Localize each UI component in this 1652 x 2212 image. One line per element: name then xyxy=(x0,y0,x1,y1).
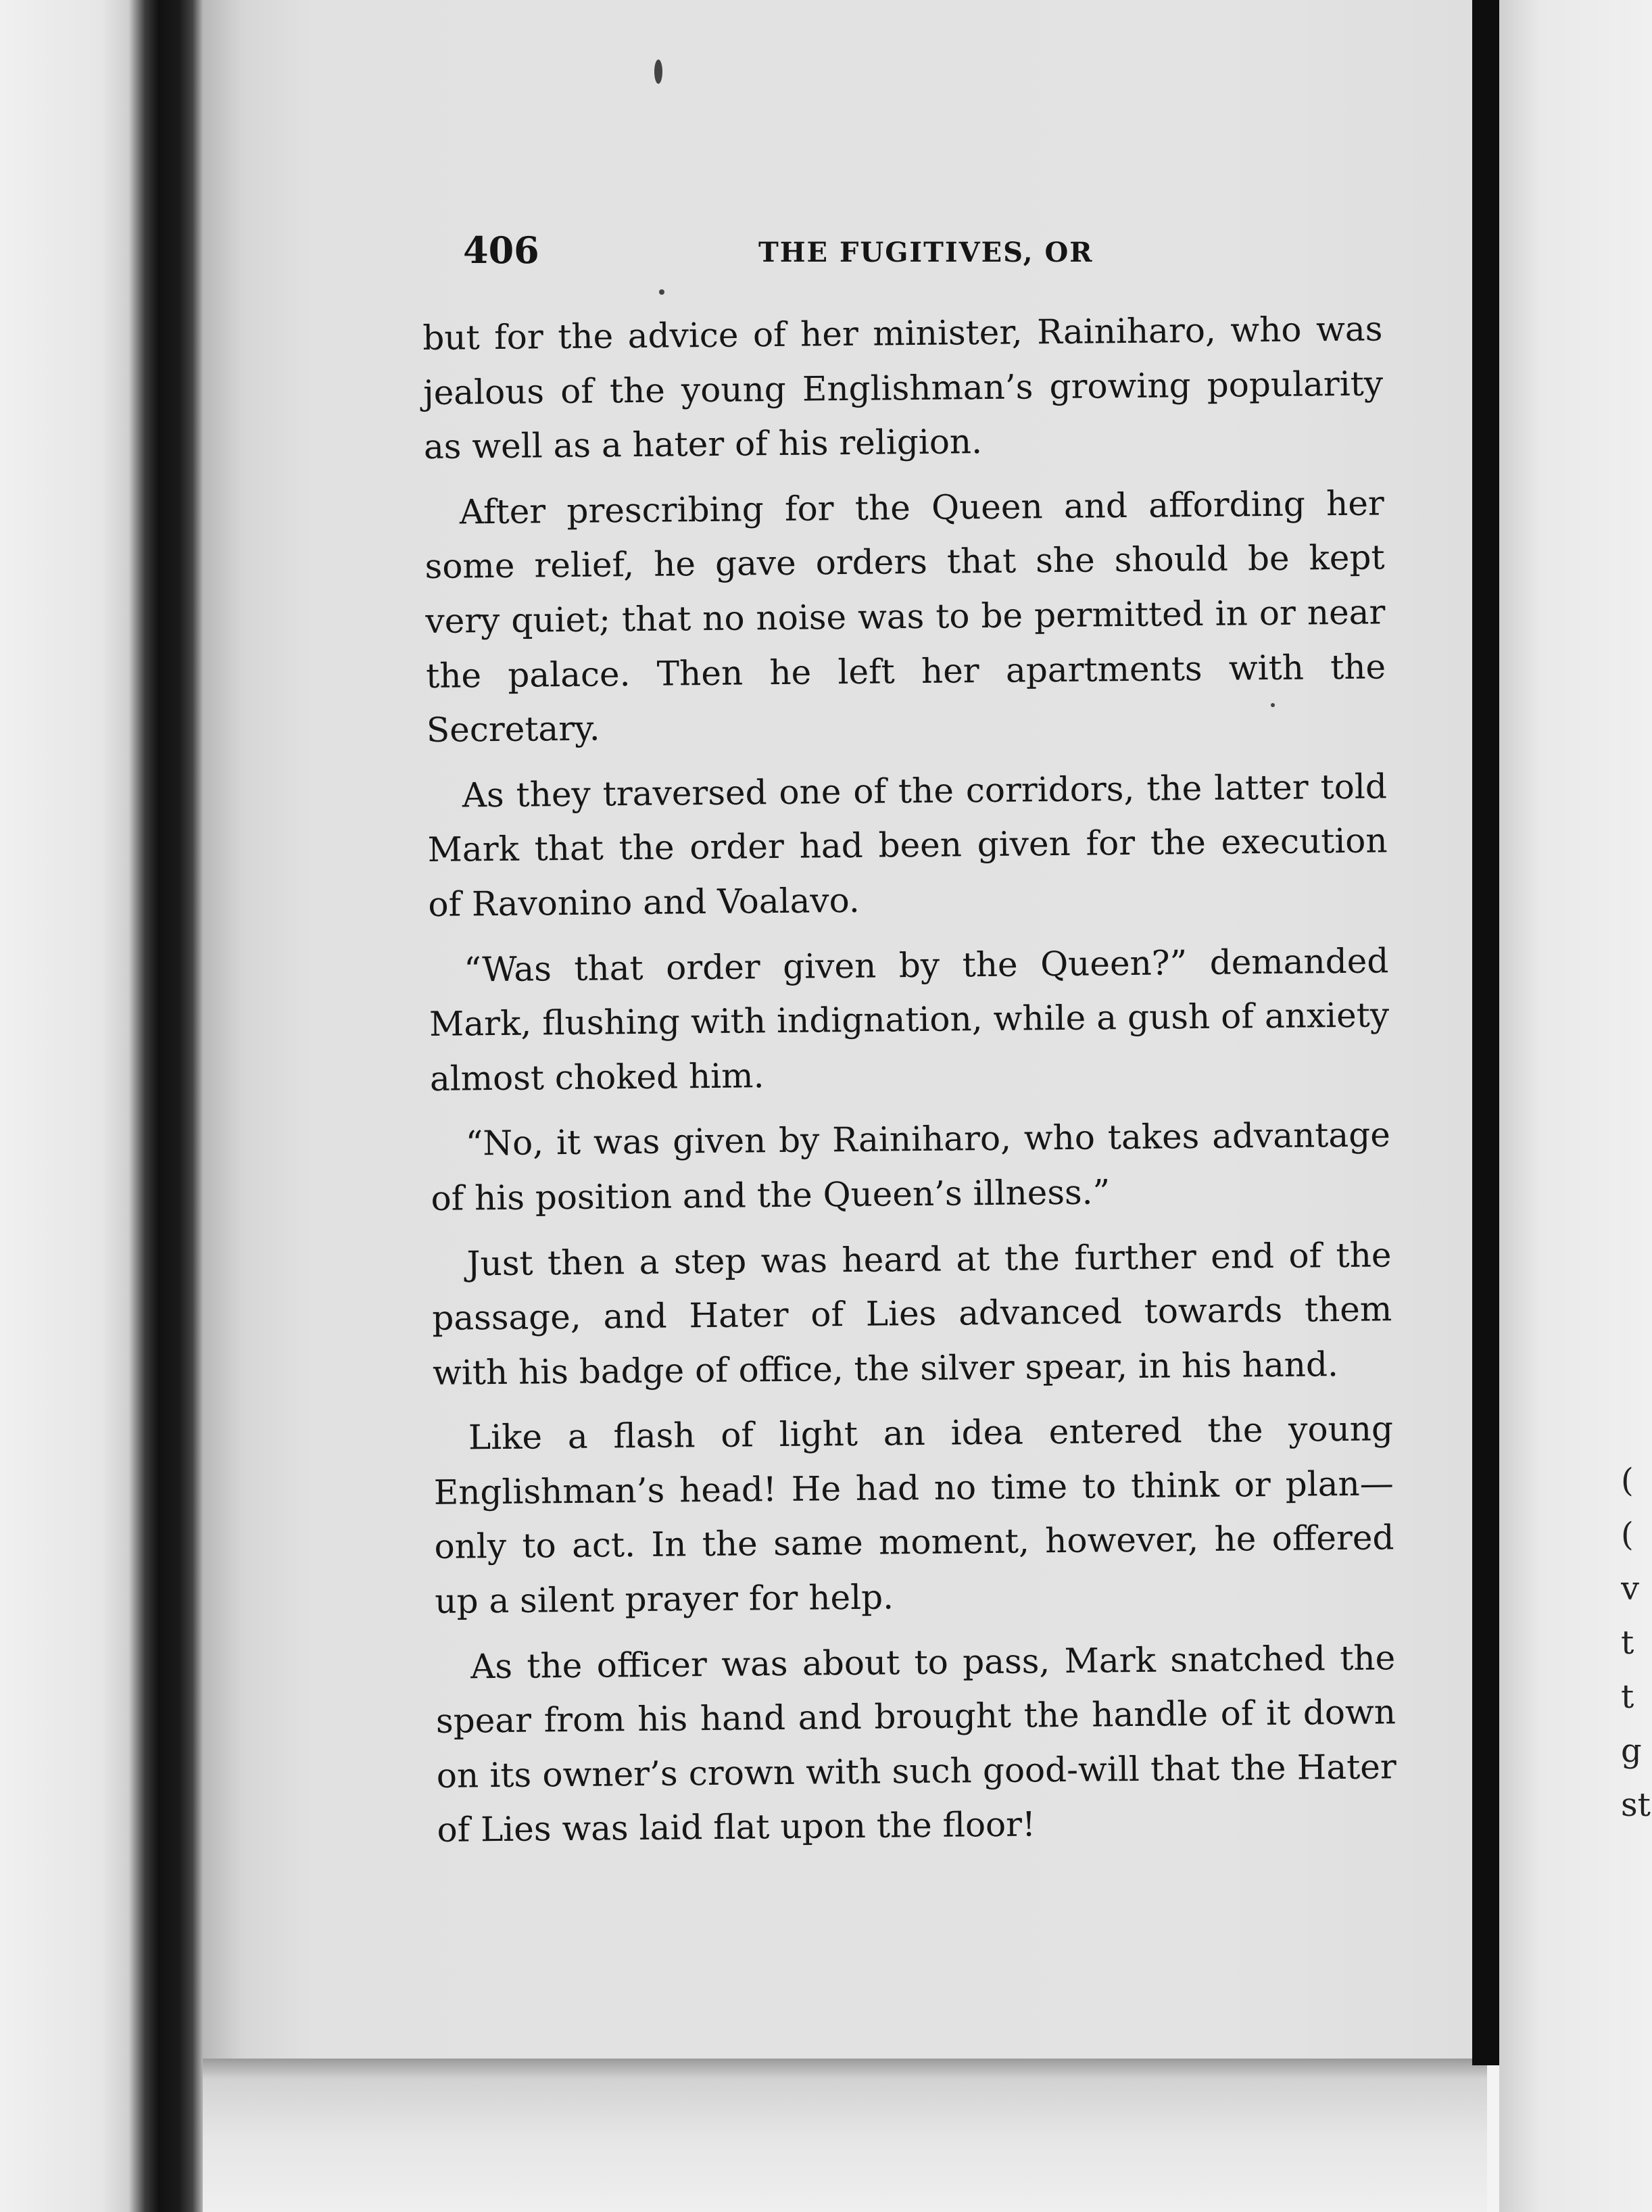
facing-fragment: st xyxy=(1621,1786,1651,1824)
paragraph: “Was that order given by the Queen?” demanded Mark, flushing with indignation, while a gush of anxiety almost choked him. xyxy=(429,940,1390,1099)
scan-speck xyxy=(1271,703,1275,707)
facing-fragment: t xyxy=(1621,1624,1634,1662)
book-binding-left xyxy=(0,0,203,2212)
paragraph: As the officer was about to pass, Mark snatched the spear from his hand and brought the handle of it down on its owner’s crown with such good-will that the Hater of Lies was laid flat upon the floor! xyxy=(435,1637,1397,1850)
page-header xyxy=(463,229,1369,276)
paragraph: After prescribing for the Queen and affording her some relief, he gave orders that she should be kept very quiet; that no noise was to be permitted in or near the palace. Then he left her apartments with the Secretary. xyxy=(424,483,1386,750)
page-number: 406 xyxy=(463,229,539,272)
book-gutter-right xyxy=(1472,0,1499,2065)
page-bottom-edge xyxy=(203,2059,1487,2212)
facing-page-text xyxy=(1621,1453,1652,1832)
facing-fragment: t xyxy=(1621,1678,1634,1716)
scan-speck xyxy=(654,59,662,84)
facing-fragment: ( xyxy=(1621,1516,1634,1554)
facing-fragment: g xyxy=(1621,1732,1642,1770)
paragraph: but for the advice of her minister, Rainiharo, who was jealous of the young Englishman’s growing popularity as well as a hater of his religion. xyxy=(422,309,1384,467)
running-title: THE FUGITIVES, OR xyxy=(758,237,1094,268)
facing-fragment: v xyxy=(1621,1570,1640,1608)
paragraph: “No, it was given by Rainiharo, who takes advantage of his position and the Queen’s illness.” xyxy=(431,1115,1391,1218)
paragraph: Like a flash of light an idea entered the young Englishman’s head! He had no time to think or plan—only to act. In the same moment, however, he offered up a silent prayer for help. xyxy=(433,1409,1394,1621)
scan-speck xyxy=(659,289,664,295)
paragraph: As they traversed one of the corridors, the latter told Mark that the order had been given for the execution of Ravonino and Voalavo. xyxy=(427,767,1388,924)
paragraph: Just then a step was heard at the further end of the passage, and Hater of Lies advanced towards them with his badge of office, the silver spear, in his hand. xyxy=(432,1234,1392,1393)
facing-page-edge xyxy=(1499,0,1652,2212)
facing-fragment: ( xyxy=(1621,1462,1634,1499)
body-text xyxy=(422,302,1397,1869)
